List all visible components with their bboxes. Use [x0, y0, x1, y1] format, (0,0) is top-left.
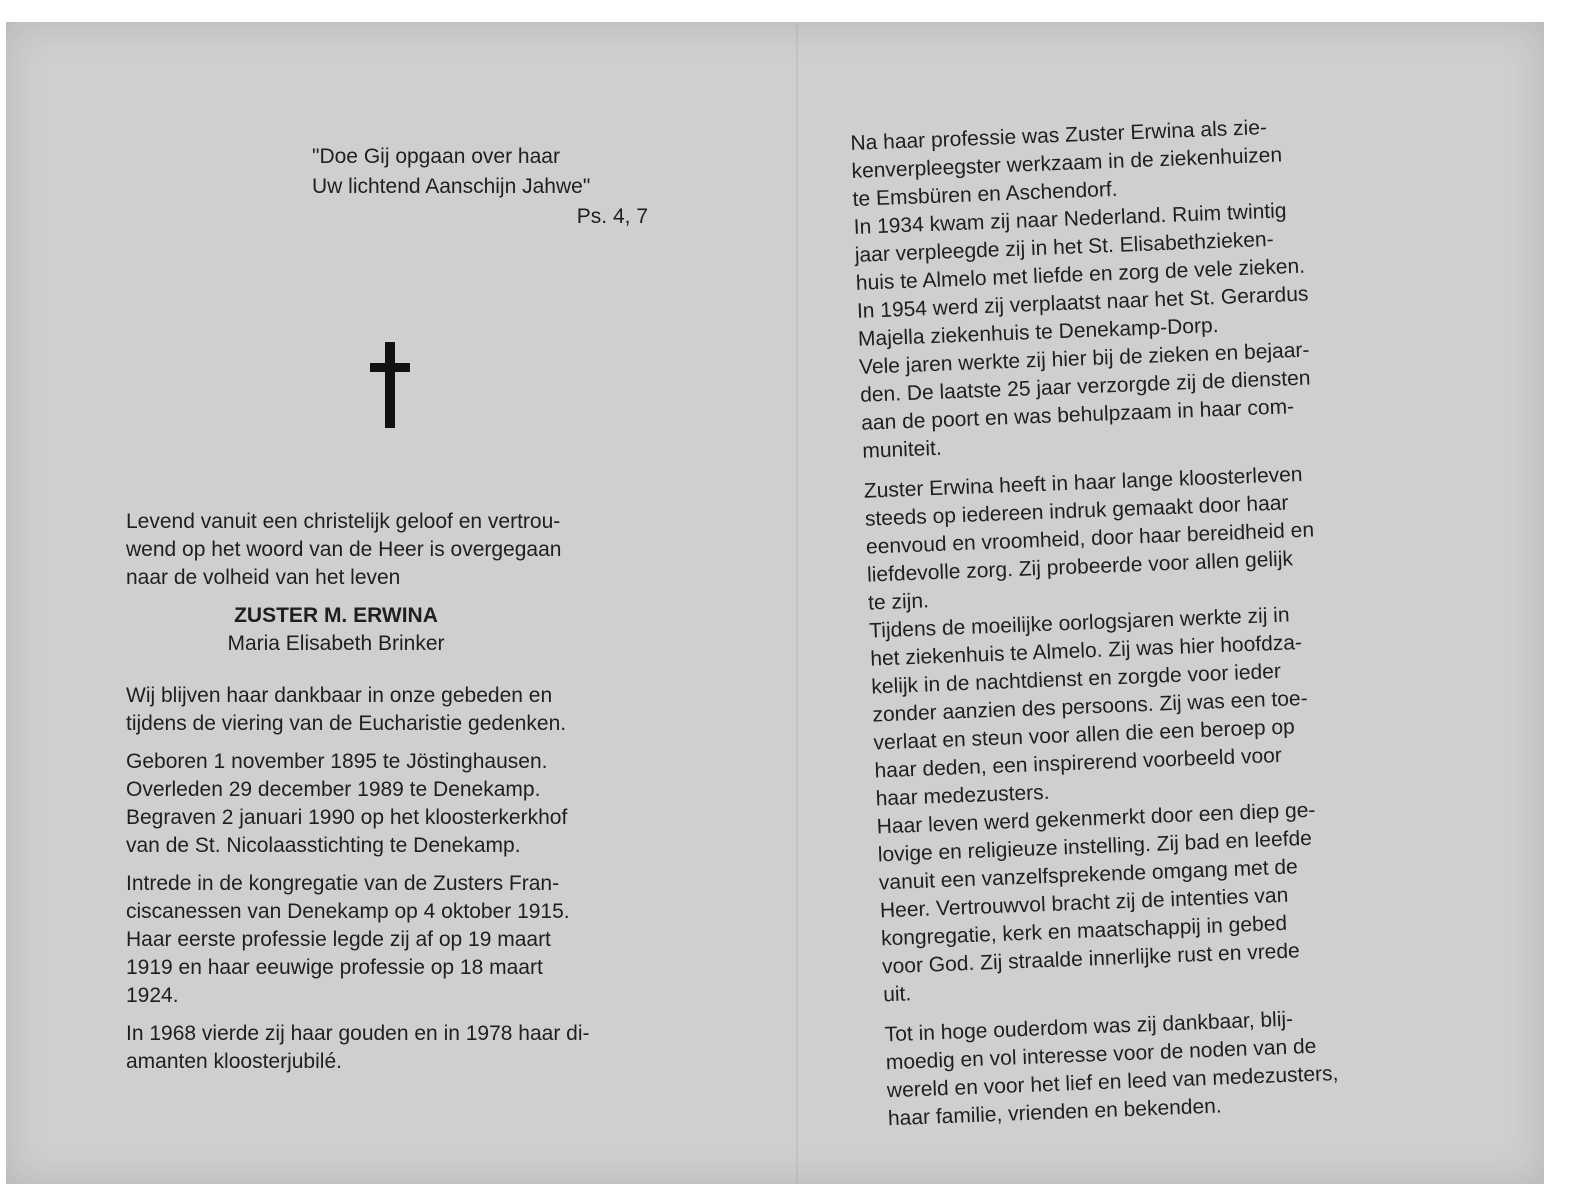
character-text: Zuster Erwina heeft in haar lange kloosterleven steeds op iedereen indruk gemaakt door haar eenvoud en vroomheid, door haar bereidheid en liefdevolle zorg. Zij probeerde voor allen gelijk te zijn. Tijdens de moeilijke oorlogsjaren werkte zij in het ziekenhuis te Almelo. Zij was hier hoofdza- kelijk in de nachtdienst en zorgde voor ieder zonder aanzien des persoons. Zij was een toe- verlaat en steun voor allen die een beroep op haar deden, een inspirerend voorbeeld voor haar medezusters. Haar leven werd gekenmerkt door een diep ge- lovige en religieuze instelling. Zij bad en leefde vanuit een vanzelfsprekende omgang met de Heer. Vertrouwvol bracht zij de intenties van kongregatie, kerk en maatschappij in gebed voor God. Zij straalde innerlijke rust en vrede uit. — [863, 462, 1316, 1007]
deceased-name-title: ZUSTER M. ERWINA — [234, 604, 438, 627]
cross-horizontal-bar — [370, 363, 410, 372]
closing-text: Tot in hoge ouderdom was zij dankbaar, blij- moedig en vol interesse voor de noden van de wereld en voor het lief en leed van medezusters, haar familie, vrienden en bekenden. — [884, 1007, 1339, 1131]
right-panel — [850, 107, 1484, 1137]
life-dates: Geboren 1 november 1895 te Jöstinghausen. Overleden 29 december 1989 te Denekamp. Begraven 2 januari 1990 op het kloosterkerkhof van de St. Nicolaasstichting te Denekamp. — [126, 750, 568, 857]
intro-text: Levend vanuit een christelijk geloof en vertrou- wend op het woord van de Heer is overgegaan naar de volheid van het leven — [126, 510, 562, 589]
congregation-entry: Intrede in de kongregatie van de Zusters Fran- ciscanessen van Denekamp op 4 oktober 1915. Haar eerste professie legde zij af op 19 maart 1919 en haar eeuwige professie op 18 maart 1924. — [126, 872, 570, 1007]
quote-reference: Ps. 4, 7 — [576, 205, 648, 228]
deceased-full-name: Maria Elisabeth Brinker — [227, 632, 445, 655]
quote-line-2: Uw lichtend Aanschijn Jahwe" — [312, 175, 591, 198]
quote-line-1: "Doe Gij opgaan over haar — [312, 145, 560, 168]
cross-icon — [126, 232, 716, 432]
cross-vertical-bar — [385, 342, 395, 428]
scripture-quote — [312, 142, 692, 232]
memorial-card — [6, 22, 1544, 1184]
left-panel — [126, 142, 716, 1086]
fold-line — [796, 22, 798, 1184]
gratitude-text: Wij blijven haar dankbaar in onze gebeden en tijdens de viering van de Eucharistie gedenken. — [126, 684, 567, 735]
career-text: Na haar professie was Zuster Erwina als zie- kenverpleegster werkzaam in de ziekenhuizen te Emsbüren en Aschendorf. In 1934 kwam zij naar Nederland. Ruim twintig jaar verpleegde zij in het St. Elisabethzieken- huis te Almelo met liefde en zorg de vele zieken. In 1954 werd zij verplaatst naar het St. Gerardus Majella ziekenhuis te Denekamp-Dorp. Vele jaren werkte zij hier bij de zieken en bejaar- den. De laatste 25 jaar verzorgde zij de diensten aan de poort en was behulpzaam in haar com- muniteit. — [850, 116, 1311, 463]
jubilee-text: In 1968 vierde zij haar gouden en in 1978 haar di- amanten kloosterjubilé. — [126, 1022, 590, 1073]
